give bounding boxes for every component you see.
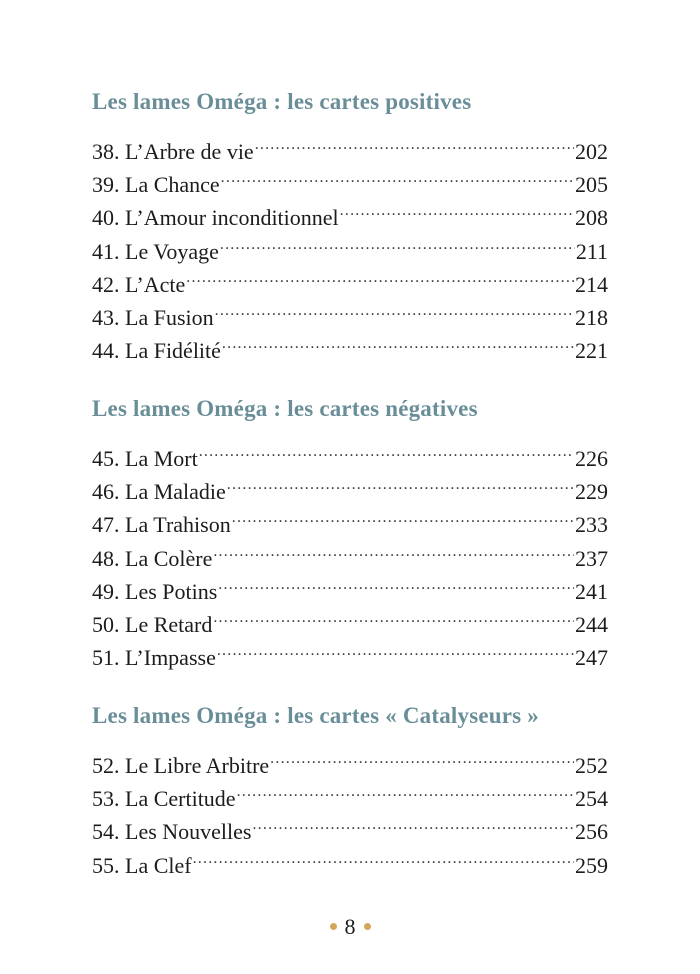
page-footer <box>0 912 700 942</box>
dot-leader <box>218 566 574 599</box>
toc-entries <box>92 126 608 364</box>
entry-page-number: 211 <box>575 238 608 264</box>
dot-leader <box>217 632 574 665</box>
entry-label: 55. La Clef <box>92 852 192 878</box>
entry-page-number: 214 <box>575 271 608 297</box>
dot-leader <box>222 325 574 358</box>
dot-leader <box>215 292 574 325</box>
entry-page-number: 256 <box>575 819 608 845</box>
toc-entry[interactable] <box>92 433 608 471</box>
ornament-dot-right <box>364 923 371 930</box>
dot-leader <box>340 192 574 225</box>
ornament-dot-left <box>330 923 337 930</box>
entry-page-number: 233 <box>575 512 608 538</box>
entry-label: 40. L’Amour inconditionnel <box>92 205 339 231</box>
entry-page-number: 259 <box>575 852 608 878</box>
entry-label: 44. La Fidélité <box>92 338 221 364</box>
dot-leader <box>255 126 574 159</box>
dot-leader <box>270 740 574 773</box>
dot-leader <box>213 599 574 632</box>
section-title: Les lames Oméga : les cartes positives <box>92 89 472 114</box>
toc-section-catalyseurs <box>92 700 608 878</box>
entry-label: 41. Le Voyage <box>92 238 219 264</box>
dot-leader <box>213 533 574 566</box>
entry-label: 39. La Chance <box>92 172 220 198</box>
dot-leader <box>221 159 574 192</box>
toc-entry[interactable] <box>92 740 608 778</box>
entry-label: 45. La Mort <box>92 446 198 471</box>
section-title: Les lames Oméga : les cartes négatives <box>92 396 478 421</box>
dot-leader <box>252 806 574 839</box>
dot-leader <box>237 773 574 806</box>
dot-leader <box>227 466 574 499</box>
dot-leader <box>199 433 574 466</box>
entry-page-number: 208 <box>575 205 608 231</box>
dot-leader <box>193 840 574 873</box>
entry-label: 38. L’Arbre de vie <box>92 139 254 164</box>
dot-leader <box>220 226 575 259</box>
dot-leader <box>186 259 574 292</box>
section-title: Les lames Oméga : les cartes « Catalyseurs » <box>92 703 539 728</box>
entry-label: 48. La Colère <box>92 545 213 571</box>
entry-page-number: 244 <box>575 611 608 637</box>
entry-page-number: 218 <box>575 304 608 330</box>
toc-section-negative <box>92 393 608 671</box>
entry-label: 54. Les Nouvelles <box>92 819 252 845</box>
entry-label: 43. La Fusion <box>92 304 214 330</box>
entry-label: 42. L’Acte <box>92 271 186 297</box>
toc-entry[interactable] <box>92 126 608 164</box>
entry-page-number: 229 <box>575 479 608 505</box>
entry-page-number: 221 <box>575 338 608 364</box>
dot-leader <box>232 499 574 532</box>
entry-page-number: 252 <box>575 753 608 778</box>
entry-label: 52. Le Libre Arbitre <box>92 753 270 778</box>
entry-label: 49. Les Potins <box>92 578 218 604</box>
entry-page-number: 237 <box>575 545 608 571</box>
entry-label: 53. La Certitude <box>92 786 236 812</box>
entry-page-number: 226 <box>575 446 608 471</box>
page-number: 8 <box>344 914 356 939</box>
entry-page-number: 202 <box>575 139 608 164</box>
entry-label: 50. Le Retard <box>92 611 213 637</box>
toc-section-positive <box>92 86 608 364</box>
entry-label: 46. La Maladie <box>92 479 226 505</box>
entry-page-number: 247 <box>575 645 608 671</box>
entry-label: 51. L’Impasse <box>92 645 216 671</box>
toc-entries <box>92 740 608 878</box>
entry-page-number: 241 <box>575 578 608 604</box>
entry-page-number: 254 <box>575 786 608 812</box>
entry-page-number: 205 <box>575 172 608 198</box>
toc-entries <box>92 433 608 671</box>
entry-label: 47. La Trahison <box>92 512 231 538</box>
